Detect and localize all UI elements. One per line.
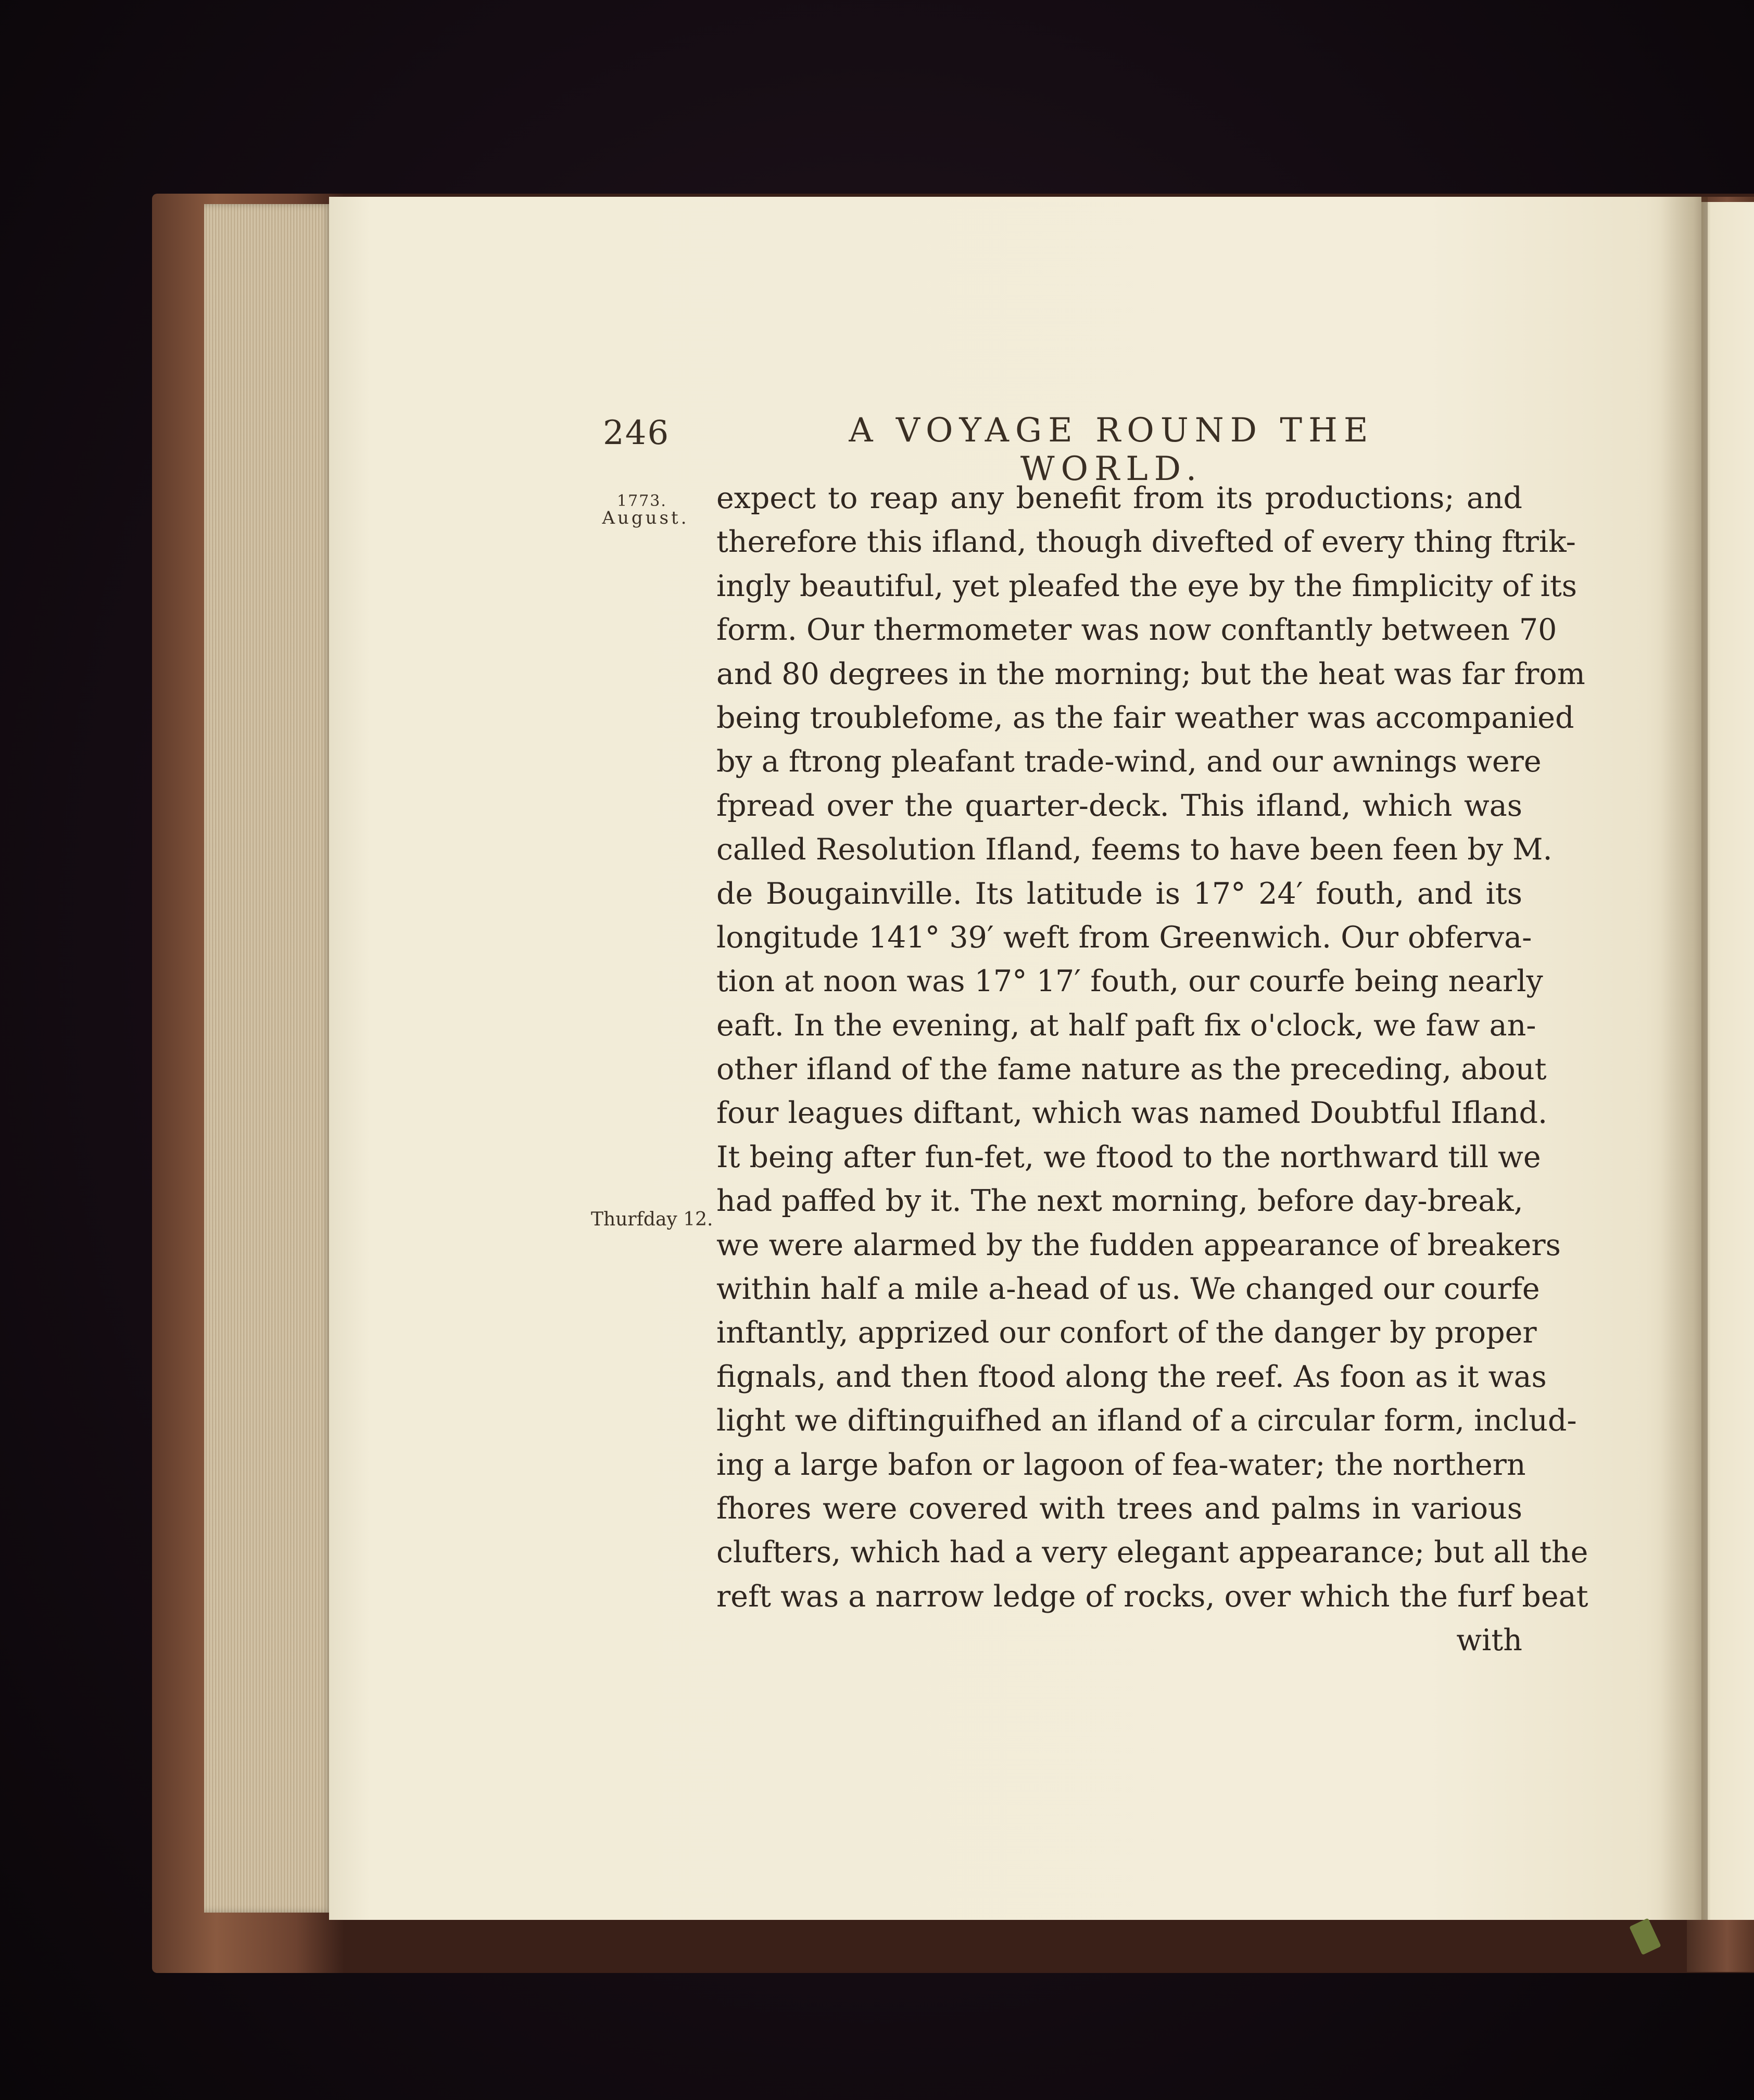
body-text xyxy=(716,476,1588,1663)
text-line: light we diftinguifhed an ifland of a circular form, includ- xyxy=(716,1403,1577,1438)
text-line: and 80 degrees in the morning; but the heat was far from xyxy=(716,656,1585,691)
text-line: expect to reap any benefit from its productions; and xyxy=(716,481,1522,515)
text-line: fignals, and then ftood along the reef. As foon as it was xyxy=(716,1359,1547,1394)
page-edges xyxy=(204,204,332,1913)
text-line: inftantly, apprized our confort of the danger by proper xyxy=(716,1315,1537,1350)
text-line: reft was a narrow ledge of rocks, over which the furf beat xyxy=(716,1579,1588,1614)
text-line: therefore this ifland, though divefted of every thing ftrik- xyxy=(716,525,1576,560)
text-line: form. Our thermometer was now conftantly between 70 xyxy=(716,613,1557,648)
text-line: longitude 141° 39′ weft from Greenwich. Our obferva- xyxy=(716,920,1532,955)
text-line: fhores were covered with trees and palms in various xyxy=(716,1491,1522,1526)
text-line: called Resolution Ifland, feems to have been feen by M. xyxy=(716,832,1553,867)
text-line: within half a mile a-head of us. We changed our courfe xyxy=(716,1272,1540,1307)
text-line: had paffed by it. The next morning, before day-break, xyxy=(716,1184,1523,1219)
text-line: ingly beautiful, yet pleafed the eye by the fimplicity of its xyxy=(716,568,1577,603)
text-line: It being after fun-fet, we ftood to the northward till we xyxy=(716,1140,1541,1174)
text-line: de Bougainville. Its latitude is 17° 24′ fouth, and its xyxy=(716,876,1522,911)
margin-year: 1773. xyxy=(617,492,667,510)
gutter-shadow xyxy=(1661,197,1708,1920)
text-line: fpread over the quarter-deck. This ifland, which was xyxy=(716,788,1522,823)
right-page-edge xyxy=(1701,202,1754,1920)
text-line: other ifland of the fame nature as the preceding, about xyxy=(716,1052,1547,1087)
text-line: ing a large bafon or lagoon of fea-water; the northern xyxy=(716,1447,1526,1482)
margin-month: August. xyxy=(602,508,689,528)
text-line: by a ftrong pleafant trade-wind, and our awnings were xyxy=(716,744,1542,779)
running-title: A VOYAGE ROUND THE WORLD. xyxy=(849,411,1374,488)
catchword: with xyxy=(1456,1623,1522,1658)
text-line: four leagues diftant, which was named Doubtful Ifland. xyxy=(716,1096,1548,1131)
text-line: eaft. In the evening, at half paft fix o'clock, we faw an- xyxy=(716,1008,1536,1043)
text-line: being troublefome, as the fair weather was accompanied xyxy=(716,700,1574,735)
text-line: tion at noon was 17° 17′ fouth, our courfe being nearly xyxy=(716,964,1543,999)
margin-date-note: Thurfday 12. xyxy=(591,1209,713,1230)
page-number: 246 xyxy=(603,414,670,452)
text-line: clufters, which had a very elegant appearance; but all the xyxy=(716,1535,1588,1570)
text-line: we were alarmed by the fudden appearance of breakers xyxy=(716,1228,1561,1262)
